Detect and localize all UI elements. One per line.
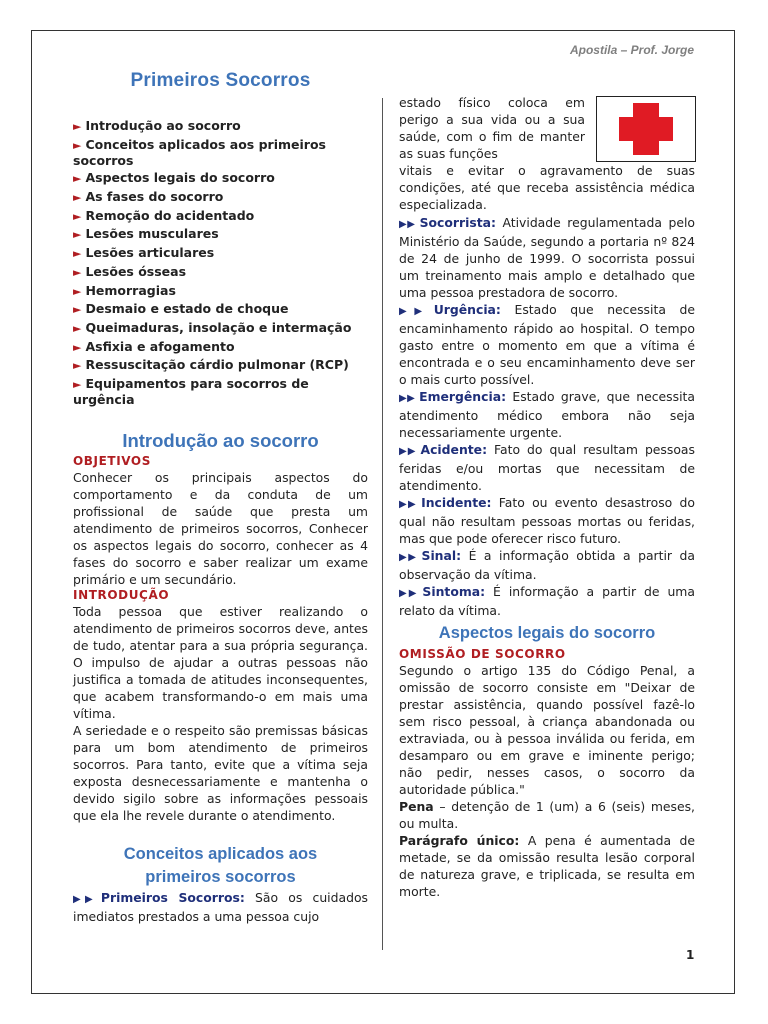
toc-item: ► Lesões articulares [73,245,215,261]
subheading-introducao: INTRODUÇÃO [73,587,170,602]
toc-item: ► Introdução ao socorro [73,118,241,133]
paragraph-primeiros-socorros: ▶▶ Primeiros Socorros: São os cuidados imediatos prestados a uma pessoa cujo [73,889,368,924]
toc-item: ► Conceitos aplicados aos primeiros socorros [73,136,326,168]
page-header: Apostila – Prof. Jorge [569,43,694,57]
triangle-right-icon: ► [73,284,82,298]
subheading-omissao: OMISSÃO DE SOCORRO [399,647,566,661]
paragraph-omissao: Segundo o artigo 135 do Código Penal, a omissão de socorro consiste em "Deixar de prestar assistência, quando possível fazê-lo sem risco pessoal, à criança abandonada ou extraviada, ou à pessoa inválida ou ferida, em desamparo ou em grave e iminente perigo; não pedir, nesses casos, o socorro da autoridade pública." [399,663,695,797]
triangle-right-icon: ► [73,321,82,335]
toc-item: ► Queimaduras, insolação e intermação [73,319,352,335]
definition-item: ▶▶ Incidente: Fato ou evento desastroso do qual não resultam pessoas mortas ou feridas, mas que pode oferecer risco futuro. [399,495,695,546]
double-arrow-icon: ▶▶ [73,893,97,905]
double-arrow-icon: ▶▶ [399,393,416,404]
column-divider [382,98,383,950]
toc-item: ► As fases do socorro [73,189,224,205]
toc-item: ► Ressuscitação cárdio pulmonar (RCP) [73,357,349,373]
toc-item: ► Aspectos legais do socorro [73,170,275,186]
toc-item: ► Desmaio e estado de choque [73,301,289,317]
definition-item: ▶▶ Acidente: Fato do qual resultam pessoas feridas e/ou mortas que necessitam de atendimento. [399,442,695,493]
paragraph-pena: Pena – detenção de 1 (um) a 6 (seis) meses, ou multa. [399,799,695,831]
toc-item: ► Lesões musculares [73,226,219,242]
subheading-objetivos: OBJETIVOS [73,453,151,468]
page-title: Primeiros Socorros [130,70,311,91]
triangle-right-icon: ► [73,138,82,152]
toc-item: ► Lesões ósseas [73,263,187,279]
definition-item: ▶▶ Sintoma: É informação a partir de uma relato da vítima. [399,584,695,618]
definition-item: ▶▶ Emergência: Estado grave, que necessita atendimento médico embora não seja necessariamente urgente. [399,389,695,440]
double-arrow-icon: ▶▶ [399,446,417,457]
double-arrow-icon: ▶▶ [399,499,418,510]
right-column [399,94,695,900]
triangle-right-icon: ► [73,340,82,354]
table-of-contents [73,118,368,407]
paragraph-unico: Parágrafo único: A pena é aumentada de metade, se da omissão resulta lesão corporal de natureza grave, e triplicada, se resulta em morte. [399,833,696,899]
triangle-right-icon: ► [73,120,82,133]
toc-item: ► Remoção do acidentado [73,207,255,223]
triangle-right-icon: ► [73,247,82,261]
definition-item: ▶▶ Urgência: Estado que necessita de encaminhamento rápido ao hospital. O tempo gasto entre o momento em que a vítima é encontrada e o seu encaminhamento deve ser o mais curto possível. [399,302,695,387]
toc-item: ► Asfixia e afogamento [73,338,235,354]
triangle-right-icon: ► [73,303,82,317]
triangle-right-icon: ► [73,228,82,242]
triangle-right-icon: ► [73,191,82,205]
definition-item: ▶▶ Sinal: É a informação obtida a partir da observação da vítima. [399,548,695,582]
double-arrow-icon: ▶▶ [399,588,419,599]
paragraph-introducao-1: Toda pessoa que estiver realizando o atendimento de primeiros socorros deve, antes de tudo, atentar para a sua própria segurança. O impulso de ajudar a outras pessoas não justifica a tomada de atitudes inconsequentes, que acabem transformando-o em mais uma vítima. [73,603,368,721]
triangle-right-icon: ► [73,377,82,391]
triangle-right-icon: ► [73,359,82,373]
paragraph-objetivos: Conhecer os principais aspectos do comportamento e da conduta de um profissional de saúde que presta um atendimento de primeiros socorros, Conhecer os aspectos legais do socorro, conhecer as 4 fases do socorro e saber realizar um exame primário e um secundário. [73,469,368,587]
paragraph-introducao-2: A seriedade e o respeito são premissas básicas para um bom atendimento de primeiros socorros. Para tanto, evite que a vítima seja exposta desnecessariamente e mantenha o devido sigilo sobre as informações pessoais que ela lhe revele durante o atendimento. [73,722,368,823]
triangle-right-icon: ► [73,265,82,279]
double-arrow-icon: ▶▶ [399,552,418,563]
section-heading-conceitos: Conceitos aplicados aos primeiros socorros [123,844,318,886]
left-column [73,70,368,925]
section-heading-legais: Aspectos legais do socorro [438,624,656,642]
toc-item: ► Hemorragias [73,282,176,298]
paragraph-primeiros-continued-narrow: estado físico coloca em perigo a sua vida ou a sua saúde, com o fim de manter as suas funções [399,95,585,161]
page-number: 1 [686,948,695,962]
double-arrow-icon: ▶▶ [399,219,416,230]
triangle-right-icon: ► [73,209,82,223]
triangle-right-icon: ► [73,172,82,186]
paragraph-primeiros-continued: vitais e evitar o agravamento de suas condições, até que receba assistência médica especializada. [399,163,695,212]
toc-item: ► Equipamentos para socorros de urgência [73,375,309,407]
section-heading-intro: Introdução ao socorro [122,429,319,451]
definition-item: ▶▶ Socorrista: Atividade regulamentada pelo Ministério da Saúde, segundo a portaria nº 824 de 24 de junho de 1999. O socorrista possui um treinamento mais amplo e detalhado que uma pessoa prestadora de socorro. [399,215,695,300]
double-arrow-icon: ▶▶ [399,306,430,317]
